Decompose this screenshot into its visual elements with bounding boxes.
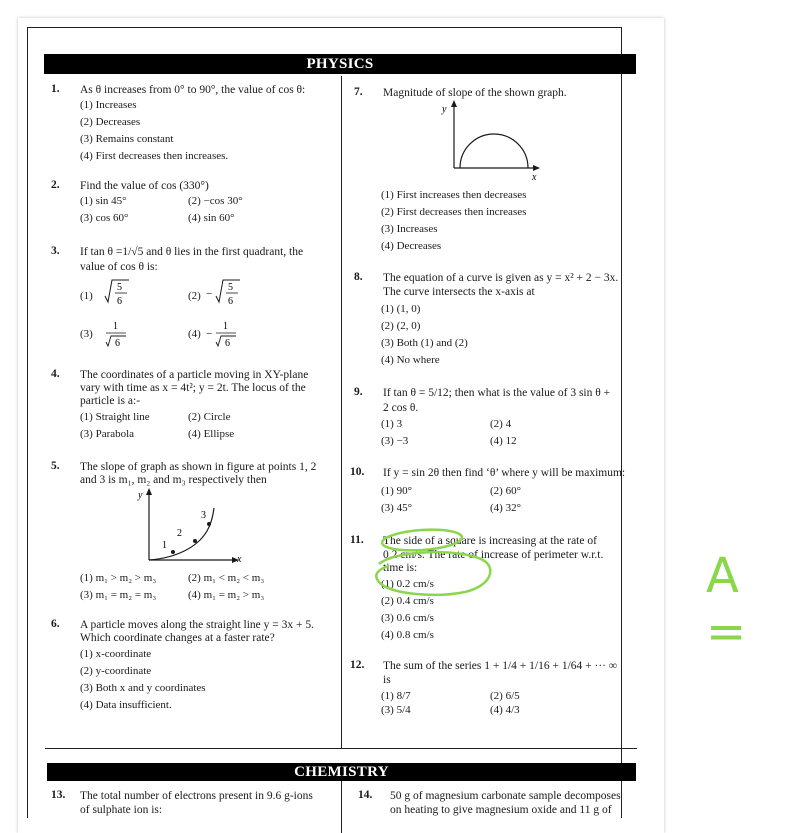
- section-separator: [45, 748, 637, 749]
- q3-option-4-formula: [206, 318, 246, 352]
- q6-text-line1: A particle moves along the straight line y = 3x + 5.: [80, 619, 314, 631]
- q10-option-4: (4) 32°: [490, 502, 521, 514]
- q11-option-4: (4) 0.8 cm/s: [381, 629, 434, 641]
- q4-option-1: (1) Straight line: [80, 411, 150, 423]
- q3-o2-den: 6: [228, 296, 233, 307]
- handwritten-note: A =: [706, 548, 755, 660]
- q5-point-3: 3: [201, 510, 206, 521]
- q9-option-1: (1) 3: [381, 418, 403, 430]
- q5-text-line2: and 3 is m₁, m₂ and m₃ respectively then: [80, 474, 267, 486]
- q11-option-1: (1) 0.2 cm/s: [381, 578, 434, 590]
- q3-option-2-label: (2): [188, 290, 201, 302]
- q3-o1-den: 6: [117, 296, 122, 307]
- q6-option-4: (4) Data insufficient.: [80, 699, 172, 711]
- q7-option-3: (3) Increases: [381, 223, 438, 235]
- q6-option-3: (3) Both x and y coordinates: [80, 682, 206, 694]
- q8-text-line1: The equation of a curve is given as y = x² + 2 − 3x.: [383, 272, 619, 284]
- q1-option-1: (1) Increases: [80, 99, 137, 111]
- q12-option-1: (1) 8/7: [381, 690, 411, 702]
- q12-option-4: (4) 4/3: [490, 704, 520, 716]
- q7-number: 7.: [354, 86, 363, 98]
- q13-number: 13.: [51, 789, 66, 801]
- q7-graph: [440, 98, 550, 182]
- q9-option-4: (4) 12: [490, 435, 517, 447]
- top-band: [0, 0, 809, 18]
- q5-option-1: (1) m₁ > m₂ > m₃: [80, 572, 157, 584]
- q5-option-3: (3) m₁ = m₂ = m₃: [80, 589, 157, 601]
- q1-option-2: (2) Decreases: [80, 116, 141, 128]
- q12-text-line1: The sum of the series 1 + 1/4 + 1/16 + 1/64 + ··· ∞: [383, 660, 618, 672]
- q3-o4-den: 6: [225, 338, 230, 349]
- q8-text-line2: The curve intersects the x-axis at: [383, 286, 535, 298]
- q7-text: Magnitude of slope of the shown graph.: [383, 87, 567, 99]
- highlight-annotation: [365, 522, 500, 602]
- q3-o3-num: 1: [113, 321, 118, 332]
- q3-option-3-formula: [104, 318, 134, 352]
- q3-option-1-formula: [103, 278, 133, 312]
- q10-text: If y = sin 2θ then find ‘θ’ where y will be maximum:: [383, 467, 626, 479]
- q12-number: 12.: [350, 659, 365, 671]
- q5-point-1: 1: [162, 540, 167, 551]
- q10-number: 10.: [350, 466, 365, 478]
- q3-text-line1: If tan θ =1/√5 and θ lies in the first quadrant, the: [80, 246, 304, 258]
- q6-text-line2: Which coordinate changes at a faster rate?: [80, 632, 275, 644]
- q6-option-1: (1) x-coordinate: [80, 648, 152, 660]
- q1-number: 1.: [51, 83, 60, 95]
- q3-option-2-formula: [206, 278, 246, 312]
- q7-option-1: (1) First increases then decreases: [381, 189, 527, 201]
- column-divider: [341, 76, 342, 748]
- q5-number: 5.: [51, 460, 60, 472]
- q5-option-4: (4) m₁ = m₂ > m₃: [188, 589, 265, 601]
- q3-option-1-label: (1): [80, 290, 93, 302]
- q14-number: 14.: [358, 789, 373, 801]
- q12-text-line2: is: [383, 674, 391, 686]
- q3-o3-den: 6: [115, 338, 120, 349]
- q2-number: 2.: [51, 179, 60, 191]
- q14-text-line1: 50 g of magnesium carbonate sample decomposes: [390, 790, 621, 802]
- q8-option-4: (4) No where: [381, 354, 440, 366]
- q11-number: 11.: [350, 534, 364, 546]
- q3-option-4-label: (4): [188, 328, 201, 340]
- q7-option-2: (2) First decreases then increases: [381, 206, 527, 218]
- q4-option-3: (3) Parabola: [80, 428, 135, 440]
- q11-option-2: (2) 0.4 cm/s: [381, 595, 434, 607]
- q2-option-2: (2) −cos 30°: [188, 195, 243, 207]
- q13-text-line2: of sulphate ion is:: [80, 804, 163, 816]
- physics-header: PHYSICS: [44, 54, 636, 74]
- q2-option-3: (3) cos 60°: [80, 212, 129, 224]
- q9-option-3: (3) −3: [381, 435, 409, 447]
- q5-point-2: 2: [177, 528, 182, 539]
- q8-option-2: (2) (2, 0): [381, 320, 421, 332]
- q8-number: 8.: [354, 271, 363, 283]
- q11-text-line3: time is:: [383, 562, 418, 574]
- q5-option-2: (2) m₁ < m₂ < m₃: [188, 572, 265, 584]
- q3-o4-num: 1: [223, 321, 228, 332]
- chemistry-header: CHEMISTRY: [47, 763, 636, 781]
- q10-option-2: (2) 60°: [490, 485, 521, 497]
- q9-text-line2: 2 cos θ.: [383, 402, 419, 414]
- q4-text-line1: The coordinates of a particle moving in XY-plane: [80, 369, 309, 381]
- q10-option-1: (1) 90°: [381, 485, 412, 497]
- q3-o2-num: 5: [228, 282, 233, 293]
- q4-text-line3: particle is a:-: [80, 395, 141, 407]
- q4-text-line2: vary with time as x = 4t²; y = 2t. The locus of the: [80, 382, 306, 394]
- q3-option-3-label: (3): [80, 328, 93, 340]
- q10-option-3: (3) 45°: [381, 502, 412, 514]
- q11-option-3: (3) 0.6 cm/s: [381, 612, 434, 624]
- chemistry-column-divider: [341, 781, 342, 833]
- q1-text: As θ increases from 0° to 90°, the value of cos θ:: [80, 84, 306, 96]
- q11-text-line1: The side of a square is increasing at the rate of: [383, 535, 597, 547]
- q6-number: 6.: [51, 618, 60, 630]
- q8-option-1: (1) (1, 0): [381, 303, 421, 315]
- q3-o1-num: 5: [117, 282, 122, 293]
- q2-option-1: (1) sin 45°: [80, 195, 127, 207]
- q2-option-4: (4) sin 60°: [188, 212, 235, 224]
- q13-text-line1: The total number of electrons present in 9.6 g-ions: [80, 790, 313, 802]
- q4-option-4: (4) Ellipse: [188, 428, 235, 440]
- q5-y-label: y: [138, 490, 143, 501]
- q5-text-line1: The slope of graph as shown in figure at points 1, 2: [80, 461, 317, 473]
- q7-y-label: y: [442, 104, 447, 115]
- q1-option-3: (3) Remains constant: [80, 133, 174, 145]
- q7-option-4: (4) Decreases: [381, 240, 442, 252]
- q9-text-line1: If tan θ = 5/12; then what is the value of 3 sin θ +: [383, 387, 611, 399]
- q6-option-2: (2) y-coordinate: [80, 665, 152, 677]
- q3-number: 3.: [51, 245, 60, 257]
- q12-option-2: (2) 6/5: [490, 690, 520, 702]
- q5-x-label: x: [237, 554, 242, 565]
- q3-text-line2: value of cos θ is:: [80, 261, 158, 273]
- q3-o2-minus: −: [206, 288, 213, 300]
- q3-o4-minus: −: [206, 328, 213, 340]
- q11-text-line2: 0.2 cm/s. The rate of increase of perimeter w.r.t.: [383, 549, 604, 561]
- q14-text-line2: on heating to give magnesium oxide and 11 g of: [390, 804, 612, 816]
- q2-text: Find the value of cos (330°): [80, 180, 209, 192]
- q4-option-2: (2) Circle: [188, 411, 231, 423]
- q1-option-4: (4) First decreases then increases.: [80, 150, 229, 162]
- q7-x-label: x: [532, 172, 537, 183]
- q4-number: 4.: [51, 368, 60, 380]
- q9-option-2: (2) 4: [490, 418, 512, 430]
- q12-option-3: (3) 5/4: [381, 704, 411, 716]
- q8-option-3: (3) Both (1) and (2): [381, 337, 468, 349]
- q9-number: 9.: [354, 386, 363, 398]
- q5-graph: [135, 486, 250, 566]
